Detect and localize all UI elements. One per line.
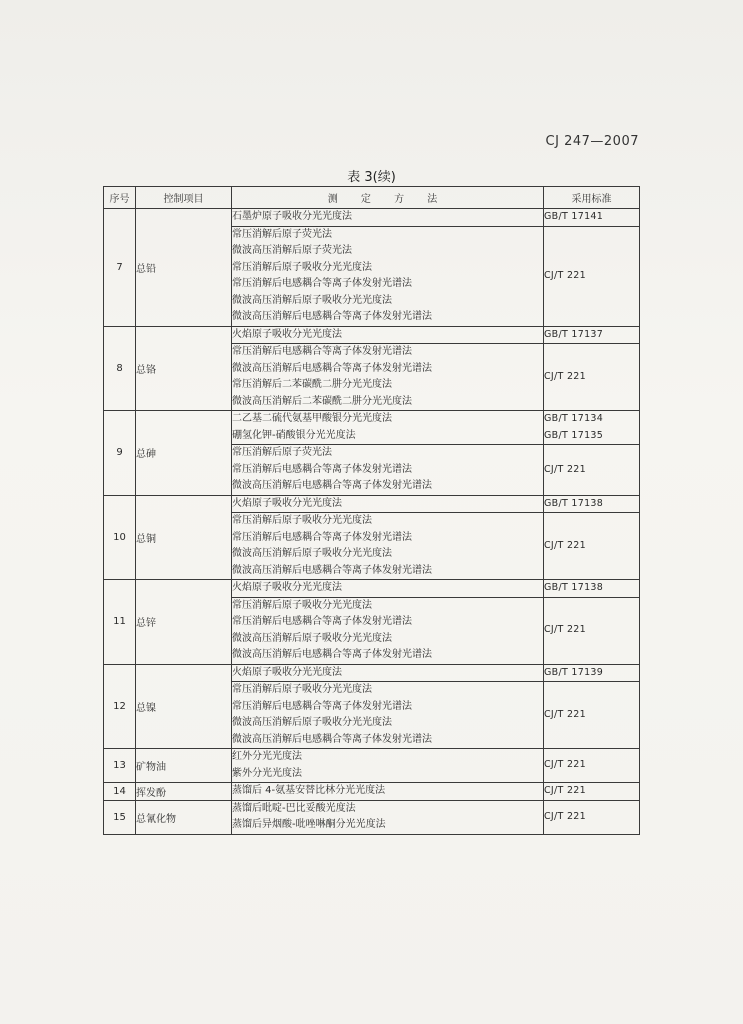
row-control-item: 总镍 (136, 664, 232, 749)
method-cell (232, 783, 544, 801)
method-text: 常压消解后原子吸收分光光度法 (232, 515, 372, 526)
method-cell (232, 800, 544, 834)
method-text: 常压消解后电感耦合等离子体发射光谱法 (232, 346, 412, 357)
method-text: 石墨炉原子吸收分光光度法 (232, 211, 352, 222)
method-text: 微波高压消解后原子荧光法 (232, 245, 352, 256)
method-text: 微波高压消解后原子吸收分光光度法 (232, 632, 392, 644)
standard-text: GB/T 17135 (544, 429, 604, 441)
method-text: 微波高压消解后原子吸收分光光度法 (232, 294, 392, 306)
row-control-item: 挥发酚 (136, 783, 232, 801)
method-text: 硼氢化钾-硝酸银分光光度法 (232, 429, 356, 441)
standard-code: CJ 247—2007 (545, 134, 639, 149)
standard-cell (544, 226, 640, 326)
method-text: 微波高压消解后电感耦合等离子体发射光谱法 (232, 362, 432, 374)
method-text: 常压消解后原子吸收分光光度法 (232, 599, 372, 611)
method-text: 常压消解后电感耦合等离子体发射光谱法 (232, 278, 412, 289)
method-text: 火焰原子吸收分光光度法 (232, 328, 342, 340)
method-text: 常压消解后电感耦合等离子体发射光谱法 (232, 700, 412, 712)
standard-cell (544, 209, 640, 227)
methods-table (103, 186, 640, 835)
standard-text: GB/T 17134 (544, 413, 604, 424)
row-seq: 9 (104, 411, 136, 496)
method-text: 红外分光光度法 (232, 751, 302, 762)
table-title: 表 3(续) (347, 170, 396, 185)
method-text: 常压消解后电感耦合等离子体发射光谱法 (232, 616, 412, 627)
row-control-item: 总锌 (136, 580, 232, 665)
row-control-item: 总铬 (136, 326, 232, 411)
method-text: 微波高压消解后原子吸收分光光度法 (232, 717, 392, 728)
method-text: 火焰原子吸收分光光度法 (232, 497, 342, 509)
standard-cell (544, 495, 640, 513)
method-text: 常压消解后电感耦合等离子体发射光谱法 (232, 463, 412, 475)
standard-text: GB/T 17138 (544, 497, 604, 509)
row-seq: 15 (104, 800, 136, 834)
standard-cell (544, 664, 640, 682)
header-method: 测 定 方 法 (232, 187, 544, 209)
standard-cell (544, 749, 640, 783)
method-cell (232, 326, 544, 344)
table-row (104, 664, 640, 682)
table-row (104, 209, 640, 227)
standard-text: CJ/T 221 (544, 785, 586, 796)
method-cell (232, 580, 544, 598)
row-control-item: 总铅 (136, 209, 232, 327)
standard-cell (544, 411, 640, 445)
standard-cell (544, 580, 640, 598)
method-text: 常压消解后原子荧光法 (232, 447, 332, 458)
method-text: 微波高压消解后二苯碳酰二肼分光光度法 (232, 395, 412, 407)
standard-text: CJ/T 221 (544, 269, 586, 281)
standard-text: GB/T 17138 (544, 582, 604, 593)
row-control-item: 总氰化物 (136, 800, 232, 834)
method-text: 微波高压消解后原子吸收分光光度法 (232, 548, 392, 559)
method-text: 蒸馏后吡啶-巴比妥酸光度法 (232, 802, 356, 814)
table-row (104, 411, 640, 445)
header-item: 控制项目 (136, 187, 232, 209)
method-text: 微波高压消解后电感耦合等离子体发射光谱法 (232, 311, 432, 322)
header-standard: 采用标准 (544, 187, 640, 209)
row-seq: 13 (104, 749, 136, 783)
row-seq: 10 (104, 495, 136, 580)
standard-text: GB/T 17137 (544, 328, 604, 340)
method-cell (232, 344, 544, 411)
row-seq: 11 (104, 580, 136, 665)
standard-text: GB/T 17139 (544, 666, 604, 678)
table-row (104, 495, 640, 513)
method-cell (232, 682, 544, 749)
standard-text: CJ/T 221 (544, 759, 586, 771)
method-cell (232, 209, 544, 227)
method-text: 微波高压消解后电感耦合等离子体发射光谱法 (232, 564, 432, 576)
table-row (104, 783, 640, 801)
method-cell (232, 411, 544, 445)
header-seq: 序号 (104, 187, 136, 209)
standard-text: CJ/T 221 (544, 539, 586, 551)
standard-text: CJ/T 221 (544, 810, 586, 822)
method-text: 微波高压消解后电感耦合等离子体发射光谱法 (232, 733, 432, 745)
standard-text: GB/T 17141 (544, 211, 604, 222)
standard-cell (544, 682, 640, 749)
standard-cell (544, 344, 640, 411)
method-text: 常压消解后二苯碳酰二肼分光光度法 (232, 379, 392, 390)
method-cell (232, 226, 544, 326)
standard-text: CJ/T 221 (544, 370, 586, 382)
method-text: 微波高压消解后电感耦合等离子体发射光谱法 (232, 649, 432, 660)
standard-cell (544, 800, 640, 834)
row-control-item: 总铜 (136, 495, 232, 580)
table-row (104, 580, 640, 598)
row-control-item: 总砷 (136, 411, 232, 496)
method-text: 常压消解后电感耦合等离子体发射光谱法 (232, 531, 412, 543)
row-control-item: 矿物油 (136, 749, 232, 783)
method-text: 常压消解后原子荧光法 (232, 228, 332, 240)
row-seq: 8 (104, 326, 136, 411)
method-cell (232, 513, 544, 580)
method-text: 常压消解后原子吸收分光光度法 (232, 684, 372, 695)
table-row (104, 326, 640, 344)
method-text: 火焰原子吸收分光光度法 (232, 666, 342, 678)
standard-cell (544, 445, 640, 496)
standard-cell (544, 326, 640, 344)
method-text: 微波高压消解后电感耦合等离子体发射光谱法 (232, 480, 432, 491)
table-body (104, 209, 640, 835)
row-seq: 14 (104, 783, 136, 801)
method-cell (232, 664, 544, 682)
method-text: 蒸馏后异烟酸-吡唑啉酮分光光度法 (232, 819, 386, 830)
method-text: 火焰原子吸收分光光度法 (232, 582, 342, 593)
standard-text: CJ/T 221 (544, 708, 586, 720)
standard-text: CJ/T 221 (544, 463, 586, 475)
method-text: 常压消解后原子吸收分光光度法 (232, 261, 372, 273)
row-seq: 12 (104, 664, 136, 749)
method-text: 二乙基二硫代氨基甲酸银分光光度法 (232, 413, 392, 424)
method-text: 紫外分光光度法 (232, 767, 302, 779)
table-header-row (104, 187, 640, 209)
standard-text: CJ/T 221 (544, 624, 586, 636)
method-text: 蒸馏后 4-氨基安替比林分光光度法 (232, 785, 386, 796)
method-cell (232, 445, 544, 496)
method-cell (232, 749, 544, 783)
row-seq: 7 (104, 209, 136, 327)
method-cell (232, 495, 544, 513)
method-cell (232, 597, 544, 664)
table-row (104, 749, 640, 783)
standard-cell (544, 513, 640, 580)
table-row (104, 800, 640, 834)
standard-cell (544, 783, 640, 801)
standard-cell (544, 597, 640, 664)
